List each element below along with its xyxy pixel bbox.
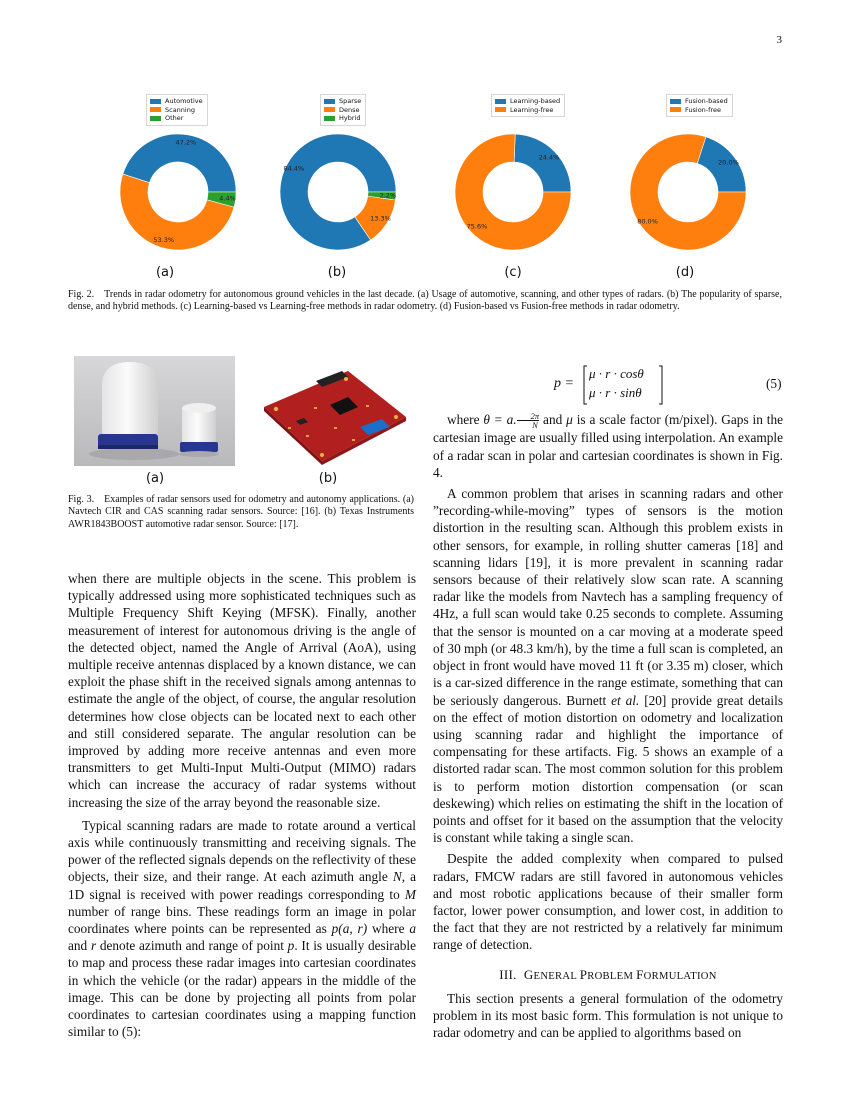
donut-svg — [98, 92, 258, 262]
legend-label: Learning-based — [510, 97, 561, 105]
fig3-sublabel-a: (a) — [145, 471, 165, 486]
left-column — [68, 570, 416, 1040]
equation-row-1: μ · r · cosθ — [589, 366, 644, 381]
legend-label: Automotive — [165, 97, 203, 105]
equation-5 — [554, 364, 664, 408]
right-column — [433, 411, 783, 954]
legend-label: Fusion-free — [685, 105, 721, 114]
legend-label: Dense — [339, 105, 360, 114]
paragraph-fmcw-favored: Despite the added complexity when compared to pulsed radars, FMCW radars are still favored in autonomous vehicles and most robotic applications because of their smaller form factor, lower power consumption, and lower cost, in addition to the fact that they are not restricted by a relatively far minimum range of detection. — [433, 851, 783, 953]
legend-label: Fusion-based — [685, 97, 728, 105]
donut-svg — [433, 92, 593, 262]
donut-svg — [258, 92, 418, 262]
slice-label: 2.2% — [379, 191, 397, 200]
paragraph-scanning-radars: Typical scanning radars are made to rotate around a vertical axis while continuously transmitting and receiving signals. The power of the reflected signals depends on the reflectivity of these objects, their size, and their range. At each azimuth angle N, a 1D signal is received with power readings corresponding to M number of range bins. These readings form an image in polar coordinates where points can be represented as p(a, r) where a and r denote azimuth and range of point p. It is usually desirable to map and process these radar images into cartesian coordinates in which the vehicle (or the radar) appears in the middle of the image. This can be done by projecting all points from polar coordinates to cartesian coordinates using a mapping function similar to (5): — [68, 817, 416, 1040]
legend-label: Scanning — [165, 105, 195, 114]
ti-radar-board-photo — [256, 367, 412, 467]
donut-chart-c — [433, 92, 593, 282]
fig3-caption: Fig. 3. Examples of radar sensors used for odometry and autonomy applications. (a) Navtech CIR and CAS scanning radar sensors. Source: [16]. (b) Texas Instruments AWR1843BOOST automotive radar sensor. Source: [17]. — [68, 494, 414, 530]
slice-label: 80.0% — [637, 217, 658, 226]
fig2-sublabel-a: (a) — [155, 265, 175, 280]
paragraph-where-theta: where θ = a. $\frac{2\pi}{N}$ and μ is a scale factor (m/pixel). Gaps in the cartesian image are usually filled using interpolation. An example of a radar scan in polar and cartesian coordinates is shown in Fig. 4. — [433, 411, 783, 480]
donut-chart-b — [258, 92, 418, 282]
fig2-sublabel-c: (c) — [504, 265, 522, 280]
equation-lhs: p = — [554, 376, 574, 391]
slice-label: 24.4% — [538, 153, 560, 162]
paragraph-multi-objects: when there are multiple objects in the scene. This problem is typically addressed using more sophisticated techniques such as Multiple Frequency Shift Keying (MFSK). Finally, another measurement of interest for autonomous driving is the angle of the detected object, named the Angle of Arrival (AoA), using multiple receive antennas displaced by a known distance, we can exploit the phase shift in the received signals among antennas to estimate the angle of the object, of course, the angular resolution determines how close objects can be located next to each other and still considered separate. The angular resolution can be improved by adding more receive antennas and even more transmitters to get Multi-Input Multi-Output (MIMO) radars which can increase the accuracy of radar systems without increasing the size of the array beyond the reasonable size. — [68, 571, 416, 810]
fig2-caption: Fig. 2. Trends in radar odometry for autonomous ground vehicles in the last decade. (a) Usage of automotive, scanning, and other types of radars. (b) The popularity of sparse, dense, and hybrid methods. (c) Learning-based vs Learning-free methods in radar odometry. (d) Fusion-based vs Fusion-free methods in radar odometry. — [68, 289, 782, 313]
equation-row-2: μ · r · sinθ — [589, 385, 642, 400]
slice-label: 20.0% — [718, 158, 739, 167]
donut-slice — [514, 134, 571, 192]
fig2-sublabel-b: (b) — [327, 265, 347, 280]
section-heading: III. GENERAL PROBLEM FORMULATION — [499, 967, 717, 982]
page-number: 3 — [776, 34, 782, 46]
paragraph-general-formulation: This section presents a general formulation of the odometry problem in its most basic form. This formulation is not unique to radar odometry and can be applied to algorithms based on — [433, 991, 783, 1041]
slice-label: 13.3% — [370, 214, 391, 223]
slice-label: 47.2% — [175, 138, 197, 147]
fig3-sublabel-b: (b) — [318, 471, 338, 486]
navtech-radar-photo — [74, 356, 235, 466]
paragraph-motion-distortion: A common problem that arises in scanning radars and other ”recording-while-moving” types of sensors is the motion distortion in the resulting scan. Although this problem exists in other sensors, for example, in rolling shutter cameras [18] and scanning lidars [19], it is more prevalent in scanning radar sensors because of their relatively slow scan rate. A scanning radar like the models from Navtech has a sampling frequency of 4Hz, a full scan would take 0.25 seconds to complete. Assuming that the sensor is mounted on a car moving at a moderate speed of 30 mph (or 48.3 km/h), by the time a full scan is completed, an object in front would have moved 11 ft (or 3.35 m) closer, which is a car-sized difference in the range estimate, something that can be seriously dangerous. Burnett et al. [20] provide great details on the effect of motion distortion on odometry and localization using scanning radar and highlight the importance of compensating for these artifacts. Fig. 5 shows an example of a distorted radar scan. The most common solution for this problem is to perform motion distortion compensation (or scan deskewing) which relies on estimating the shift in the location of points and offset for it based on the assumption that the velocity is constant while taking a single scan. — [433, 486, 784, 846]
fraction-2pi-over-N: $\frac{2\pi}{N}$ — [517, 412, 540, 429]
legend-label: Learning-free — [510, 105, 554, 114]
legend-label: Sparse — [339, 97, 362, 105]
slice-label: 53.3% — [153, 235, 175, 244]
slice-label: 75.6% — [466, 222, 488, 231]
legend-label: Hybrid — [339, 114, 361, 122]
legend-label: Other — [165, 114, 184, 122]
donut-chart-d — [608, 92, 768, 282]
equation-number: (5) — [766, 376, 782, 391]
donut-chart-a — [98, 92, 258, 282]
slice-label: 84.4% — [283, 164, 305, 173]
fig2-sublabel-d: (d) — [675, 265, 695, 280]
donut-svg — [608, 92, 768, 262]
slice-label: 4.4% — [219, 194, 236, 203]
